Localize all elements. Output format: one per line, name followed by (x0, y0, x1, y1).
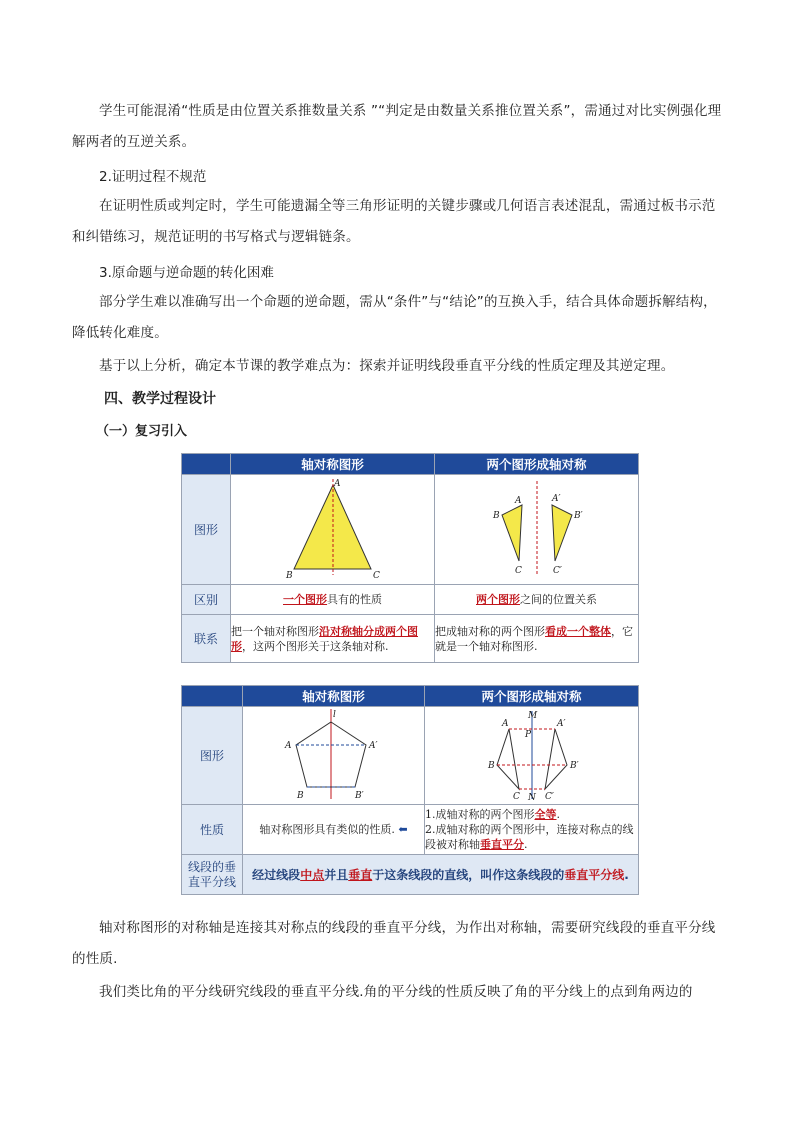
label-b: B (492, 511, 500, 521)
table1-diff-single: 一个图形具有的性质 (231, 585, 435, 615)
table1-row-figure: 图形 (182, 475, 231, 585)
label-a-prime: A′ (556, 719, 566, 729)
table2-row-property: 性质 (182, 805, 243, 855)
pentagon-diagram (269, 707, 399, 801)
label-c: C (372, 571, 380, 581)
reflected-triangles-diagram (457, 707, 607, 801)
table1-header-two-figures: 两个图形成轴对称 (435, 454, 639, 475)
label-b: B (487, 761, 495, 771)
label-b-prime: B′ (573, 511, 583, 521)
label-c-prime: C′ (544, 792, 554, 801)
isosceles-triangle-diagram (263, 475, 403, 581)
table1-corner (182, 454, 231, 475)
label-a-prime: A′ (551, 494, 561, 504)
paragraph-axis-bisector: 轴对称图形的对称轴是连接其对称点的线段的垂直平分线，为作出对称轴，需要研究线段的垂直平分线的性质. (72, 920, 716, 967)
table2-prop-single: 轴对称图形具有类似的性质. ⬅ (243, 805, 425, 855)
prop-line-1: 1.成轴对称的两个图形全等. (425, 808, 560, 821)
table1-diff-pair: 两个图形之间的位置关系 (435, 585, 639, 615)
label-a: A (284, 741, 291, 751)
table2-figure-pentagon (243, 707, 425, 805)
section-title: 四、教学过程设计 (104, 391, 216, 407)
heading-converse-issue: 3.原命题与逆命题的转化困难 (99, 265, 274, 281)
label-c-prime: C′ (552, 566, 562, 576)
bisector-definition: 经过线段中点并且垂直于这条线段的直线，叫作这条线段的垂直平分线. (243, 855, 639, 895)
label-b-prime: B′ (354, 791, 364, 801)
paragraph-difficulty: 基于以上分析，确定本节课的教学难点为：探索并证明线段垂直平分线的性质定理及其逆定理。 (99, 358, 675, 374)
arrow-left-icon: ⬅ (398, 823, 408, 836)
table2-corner (182, 686, 243, 707)
table1-row-difference: 区别 (182, 585, 231, 615)
heading-proof-issue: 2.证明过程不规范 (99, 169, 207, 185)
prop-line-2: 2.成轴对称的两个图形中，连接对称点的线段被对称轴垂直平分. (425, 823, 634, 851)
label-n: N (527, 793, 536, 801)
table1-row-link: 联系 (182, 615, 231, 663)
label-p: P (524, 730, 531, 740)
table2-header-two-figures: 两个图形成轴对称 (425, 686, 639, 707)
label-c: C (514, 566, 522, 576)
table2-figure-reflected (425, 707, 639, 805)
table1-figure-triangle (231, 475, 435, 585)
table2-row-figure: 图形 (182, 707, 243, 805)
comparison-table-1 (181, 453, 639, 663)
label-a: A (333, 479, 340, 489)
two-triangles-diagram (467, 475, 607, 581)
table2-prop-pair (425, 805, 639, 855)
paragraph-analogy: 我们类比角的平分线研究线段的垂直平分线.角的平分线的性质反映了角的平分线上的点到角两边的 (99, 984, 693, 1000)
table1-link-pair: 把成轴对称的两个图形看成一个整体，它就是一个轴对称图形. (435, 615, 639, 663)
table2-header-axis-figure: 轴对称图形 (243, 686, 425, 707)
label-c: C (512, 792, 520, 801)
paragraph-confusion: 学生可能混淆“性质是由位置关系推数量关系 ”“判定是由数量关系推位置关系”，需通过对比实例强化理解两者的互逆关系。 (72, 103, 722, 150)
label-a: A (514, 496, 521, 506)
table1-figure-two-triangles (435, 475, 639, 585)
label-b-prime: B′ (569, 761, 579, 771)
table1-header-axis-figure: 轴对称图形 (231, 454, 435, 475)
paragraph-converse: 部分学生难以准确写出一个命题的逆命题，需从“条件”与“结论”的互换入手，结合具体命题拆解结构，降低转化难度。 (72, 294, 717, 341)
table2-row-bisector: 线段的垂直平分线 (182, 855, 243, 895)
label-l: l (332, 710, 336, 720)
label-a: A (501, 719, 508, 729)
label-b: B (285, 571, 293, 581)
table1-link-single: 把一个轴对称图形沿对称轴分成两个图形，这两个图形关于这条轴对称. (231, 615, 435, 663)
paragraph-proof: 在证明性质或判定时，学生可能遗漏全等三角形证明的关键步骤或几何语言表述混乱，需通过板书示范和纠错练习，规范证明的书写格式与逻辑链条。 (72, 198, 716, 245)
label-b: B (296, 791, 304, 801)
label-m: M (527, 711, 537, 721)
comparison-table-2 (181, 685, 639, 895)
subsection-title: （一）复习引入 (96, 424, 188, 439)
label-a-prime: A′ (368, 741, 378, 751)
